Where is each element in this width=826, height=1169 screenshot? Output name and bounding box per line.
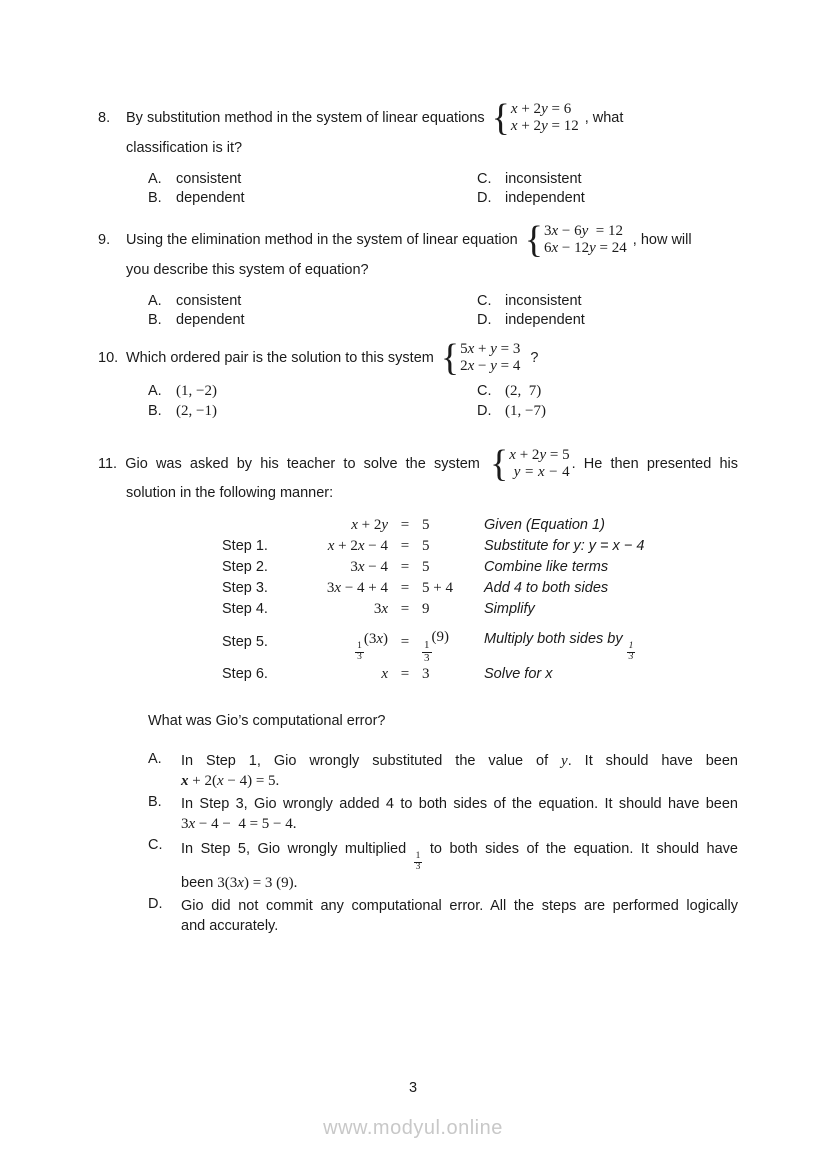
option-text: Gio did not commit any computational error. All the steps are performed logically <box>181 898 738 915</box>
step-note: Combine like terms <box>484 559 609 575</box>
option-text: In Step 5, Gio wrongly multiplied $\frac{1}{3}$ to both sides of the equation. It should have <box>181 841 739 873</box>
system-equation-1: x + 2y = 6 <box>510 101 572 117</box>
option-c <box>477 292 738 311</box>
options-grid <box>148 170 738 208</box>
options-grid <box>148 292 738 330</box>
step-note: Add 4 to both sides <box>484 580 609 596</box>
option-a <box>148 292 477 311</box>
equals-sign: = <box>400 580 410 596</box>
option-d <box>477 189 738 208</box>
question-text: , how will <box>632 232 692 248</box>
question-9 <box>98 220 738 330</box>
option-d <box>148 896 738 936</box>
equation-system <box>490 443 570 486</box>
system-equation-1: x + 2y = 5 <box>509 447 570 464</box>
question-number: 11. <box>98 456 118 472</box>
option-b <box>148 189 477 208</box>
option-label: independent <box>505 190 585 206</box>
option-label: dependent <box>176 190 245 206</box>
equals-sign: = <box>400 517 410 533</box>
option-a <box>148 170 477 189</box>
step-label: Step 6. <box>222 666 268 683</box>
system-equation-1: 5x + y = 3 <box>460 341 521 357</box>
option-letter: B. <box>148 794 162 811</box>
step-lhs: $\frac{1}{3}$ (3x) <box>357 630 388 662</box>
equals-sign: = <box>400 601 410 617</box>
solution-steps-table <box>222 515 738 685</box>
step-rhs: $\frac{1}{3}$ (9) <box>424 629 449 664</box>
option-letter: B. <box>148 403 162 419</box>
equation-system <box>491 97 579 139</box>
option-math: 3x − 4 − 4 = 5 − 4. <box>181 816 297 833</box>
option-label: dependent <box>176 312 245 328</box>
step-rhs: 5 <box>422 559 430 575</box>
option-label: independent <box>505 312 585 328</box>
question-number: 9. <box>98 232 111 248</box>
option-letter: C. <box>477 293 492 309</box>
question-9-line1 <box>98 220 738 260</box>
option-letter: C. <box>477 171 492 187</box>
fraction: $\frac{1}{3}$ <box>415 851 421 873</box>
question-text: By substitution method in the system of linear equations <box>126 110 485 126</box>
system-equation-1: 3x − 6y = 12 <box>543 223 624 239</box>
question-number: 8. <box>98 110 111 126</box>
step-rhs: 9 <box>422 601 430 617</box>
option-label: (1, −7) <box>505 403 546 419</box>
step-lhs: x + 2y <box>351 517 388 533</box>
option-letter: D. <box>477 312 492 328</box>
fraction: $\frac{1}{3}$ <box>424 639 430 664</box>
option-label: (2, 7) <box>505 383 542 399</box>
question-11 <box>98 445 738 939</box>
question-11-options <box>148 751 738 936</box>
option-letter: B. <box>148 190 162 206</box>
step-note: Simplify <box>484 601 535 617</box>
question-text-line2: solution in the following manner: <box>126 485 334 501</box>
option-b <box>148 794 738 834</box>
system-brace: { <box>524 219 543 261</box>
equals-sign: = <box>400 666 410 683</box>
option-letter: D. <box>477 403 492 419</box>
option-letter: D. <box>148 896 163 913</box>
question-text: . He then presented his <box>571 456 738 472</box>
question-prompt: What was Gio’s computational error? <box>148 713 386 730</box>
step-label: Step 2. <box>222 559 268 575</box>
system-brace: { <box>491 97 510 139</box>
step-row-4 <box>222 599 738 620</box>
option-c <box>477 381 738 401</box>
step-note: Substitute for y: y = x − 4 <box>484 538 645 554</box>
fraction: $\frac{1}{3}$ <box>357 640 362 662</box>
step-row-6 <box>222 664 738 685</box>
equals-sign: = <box>400 559 410 575</box>
step-note: Given (Equation 1) <box>484 517 605 533</box>
option-d <box>477 311 738 330</box>
system-brace: { <box>440 337 460 379</box>
question-text: , what <box>584 110 624 126</box>
question-text: Gio was asked by his teacher to solve the system <box>125 456 480 472</box>
option-label: inconsistent <box>505 293 582 309</box>
step-lhs: 3x <box>373 601 388 617</box>
equation-system <box>524 219 627 261</box>
option-letter: B. <box>148 312 162 328</box>
watermark: www.modyul.online <box>323 1117 503 1139</box>
question-text-line2: classification is it? <box>126 140 243 156</box>
step-row-1 <box>222 536 738 557</box>
option-c <box>477 170 738 189</box>
question-text: Using the elimination method in the system of linear equation <box>126 232 518 248</box>
system-equation-2: y = x − 4 <box>513 464 570 481</box>
page-number: 3 <box>408 1080 418 1096</box>
step-rhs: 5 <box>422 538 430 554</box>
question-10 <box>98 336 738 421</box>
step-label: Step 1. <box>222 538 268 554</box>
option-label: (1, −2) <box>176 383 217 399</box>
equation-system <box>440 337 521 379</box>
option-letter: C. <box>477 383 492 399</box>
system-equation-2: 2x − y = 4 <box>460 358 521 374</box>
option-text: In Step 3, Gio wrongly added 4 to both sides of the equation. It should have been <box>181 796 738 813</box>
question-text: Which ordered pair is the solution to this system <box>126 350 434 366</box>
step-lhs: 3x − 4 + 4 <box>326 580 388 596</box>
step-rhs: 3 <box>422 666 430 683</box>
step-rhs: 5 <box>422 517 430 533</box>
step-row-2 <box>222 557 738 578</box>
option-label: consistent <box>176 171 242 187</box>
option-text: In Step 1, Gio wrongly substituted the value of y. It should have been <box>181 753 738 770</box>
step-rhs: 5 + 4 <box>422 580 453 596</box>
system-equation-2: 6x − 12y = 24 <box>543 240 627 256</box>
question-8-line1 <box>98 98 738 138</box>
question-8 <box>98 98 738 208</box>
option-letter: C. <box>148 837 163 854</box>
option-letter: D. <box>477 190 492 206</box>
option-d <box>477 401 738 421</box>
question-text: ? <box>530 350 539 366</box>
question-10-line1 <box>98 336 738 380</box>
system-brace: { <box>490 443 509 486</box>
option-letter: A. <box>148 751 162 768</box>
question-11-line1 <box>98 443 738 486</box>
option-letter: A. <box>148 293 162 309</box>
option-label: inconsistent <box>505 171 582 187</box>
fraction: $\frac{1}{3}$ <box>628 640 634 662</box>
question-text-line2: you describe this system of equation? <box>126 262 369 278</box>
step-lhs: 3x − 4 <box>350 559 388 575</box>
options-grid <box>148 381 738 421</box>
step-row-3 <box>222 578 738 599</box>
step-note: Solve for x <box>484 666 553 683</box>
step-row-5 <box>222 620 738 664</box>
option-math: x + 2(x − 4) = 5. <box>181 773 280 790</box>
step-note: Multiply both sides by $\frac{1}{3}$ <box>484 630 634 662</box>
step-row-given <box>222 515 738 536</box>
equals-sign: = <box>400 634 410 651</box>
option-math: been 3(3x) = 3 (9). <box>181 875 298 892</box>
option-label: (2, −1) <box>176 403 217 419</box>
option-label: consistent <box>176 293 242 309</box>
equals-sign: = <box>400 538 410 554</box>
step-label: Step 4. <box>222 601 268 617</box>
option-b <box>148 401 477 421</box>
option-a <box>148 381 477 401</box>
question-number: 10. <box>98 350 119 366</box>
option-letter: A. <box>148 171 162 187</box>
step-lhs: x + 2x − 4 <box>327 538 388 554</box>
option-c <box>148 837 738 893</box>
option-text: and accurately. <box>181 918 279 935</box>
system-equation-2: x + 2y = 12 <box>510 118 579 134</box>
step-label: Step 5. <box>222 634 268 651</box>
option-letter: A. <box>148 383 162 399</box>
step-lhs: x <box>381 666 388 683</box>
option-a <box>148 751 738 791</box>
step-label: Step 3. <box>222 580 268 596</box>
option-b <box>148 311 477 330</box>
